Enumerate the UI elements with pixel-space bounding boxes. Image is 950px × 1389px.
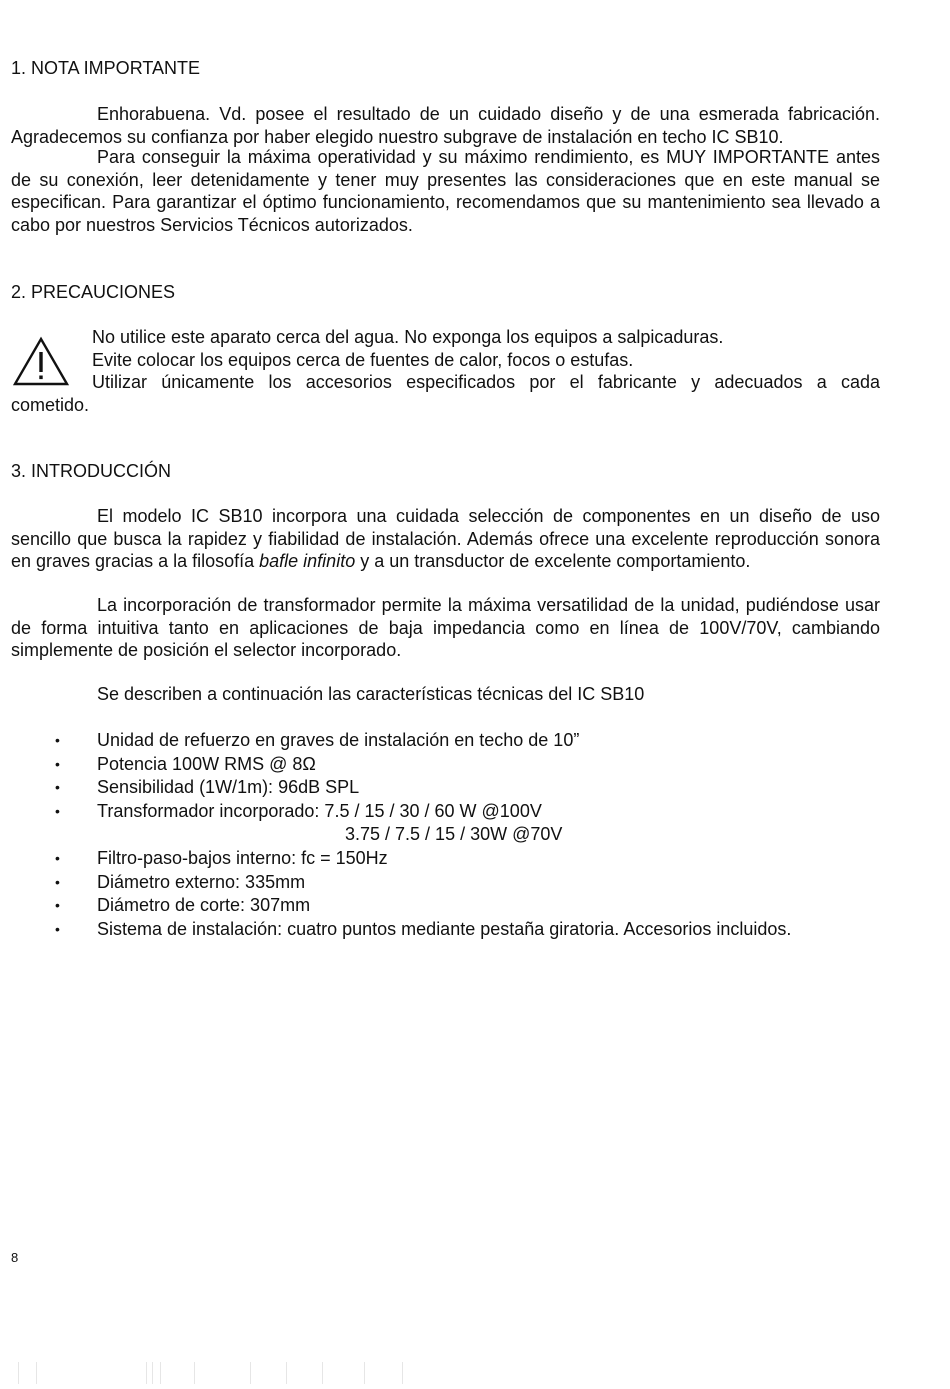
intro-paragraph-3: Se describen a continuación las características técnicas del IC SB10	[97, 684, 645, 704]
bullet-icon: •	[55, 920, 60, 937]
intro-paragraph-2: La incorporación de transformador permite la máxima versatilidad de la unidad, pudiéndose usar de forma intuitiva tanto en aplicaciones de baja impedancia como en línea de 100V/70V, cambiando simplemente de posición el selector incorporado.	[11, 595, 880, 661]
list-item	[11, 871, 880, 895]
spec-text: Transformador incorporado: 7.5 / 15 / 30 / 60 W @100V	[97, 800, 542, 821]
list-item-continuation	[11, 823, 880, 847]
bullet-icon: •	[55, 802, 60, 819]
bullet-icon: •	[55, 779, 60, 796]
precaution-line-3: Utilizar únicamente los accesorios especificados por el fabricante y adecuados a cada	[92, 372, 880, 393]
bullet-icon: •	[55, 849, 60, 866]
spec-text: Unidad de refuerzo en graves de instalación en techo de 10”	[97, 730, 580, 750]
specs-list	[11, 729, 880, 941]
bullet-icon: •	[55, 755, 60, 772]
nota-paragraph-2: Para conseguir la máxima operatividad y su máximo rendimiento, es MUY IMPORTANTE antes de su conexión, leer detenidamente y tener muy presentes las consideraciones que en este manual se especifican. Para garantizar el óptimo funcionamiento, recomendamos que su mantenimiento sea llevado a cabo por nuestros Servicios Técnicos autorizados.	[11, 147, 880, 236]
precaution-line-1: No utilice este aparato cerca del agua. No exponga los equipos a salpicaduras.	[92, 327, 724, 347]
spec-text: Filtro-paso-bajos interno: fc = 150Hz	[97, 847, 388, 868]
bullet-icon: •	[55, 873, 60, 890]
spec-text: 3.75 / 7.5 / 15 / 30W @70V	[345, 824, 563, 845]
precaution-line-3-continuation: cometido.	[11, 395, 90, 416]
section-heading-nota: 1. NOTA IMPORTANTE	[11, 58, 201, 78]
bullet-icon: •	[55, 897, 60, 914]
page-number: 8	[11, 1250, 19, 1265]
intro-p1-italic: bafle infinito	[259, 551, 356, 572]
list-item	[11, 918, 880, 942]
list-item	[11, 894, 880, 918]
scan-artifact-marks	[18, 1362, 418, 1384]
intro-p1-text-a: El modelo IC SB10 incorpora una cuidada selección de componentes en un diseño de uso sencillo que busca la rapidez y fiabilidad de instalación. Además ofrece una excelente reproducción sonora en graves gracias a la filosofía	[11, 506, 880, 572]
list-item	[11, 753, 880, 777]
bullet-icon: •	[55, 732, 60, 748]
section-heading-introduccion: 3. INTRODUCCIÓN	[11, 461, 172, 481]
spec-text: Sistema de instalación: cuatro puntos mediante pestaña giratoria. Accesorios incluidos.	[97, 918, 792, 939]
intro-p1-text-b: y a un transductor de excelente comportamiento.	[355, 551, 751, 572]
spec-text: Sensibilidad (1W/1m): 96dB SPL	[97, 777, 360, 798]
warning-triangle-icon	[13, 336, 69, 386]
precaution-line-2: Evite colocar los equipos cerca de fuentes de calor, focos o estufas.	[92, 349, 634, 370]
spec-text: Diámetro de corte: 307mm	[97, 895, 311, 916]
list-item	[11, 800, 880, 824]
list-item	[11, 847, 880, 871]
spec-text: Diámetro externo: 335mm	[97, 871, 306, 892]
section-heading-precauciones: 2. PRECAUCIONES	[11, 282, 176, 302]
list-item	[11, 776, 880, 800]
nota-paragraph-1: Enhorabuena. Vd. posee el resultado de un cuidado diseño y de una esmerada fabricación. Agradecemos su confianza por haber elegido nuestro subgrave de instalación en techo IC SB10.	[11, 104, 880, 147]
intro-paragraph-1	[11, 505, 880, 573]
spec-text: Potencia 100W RMS @ 8Ω	[97, 753, 316, 774]
list-item	[11, 729, 880, 753]
